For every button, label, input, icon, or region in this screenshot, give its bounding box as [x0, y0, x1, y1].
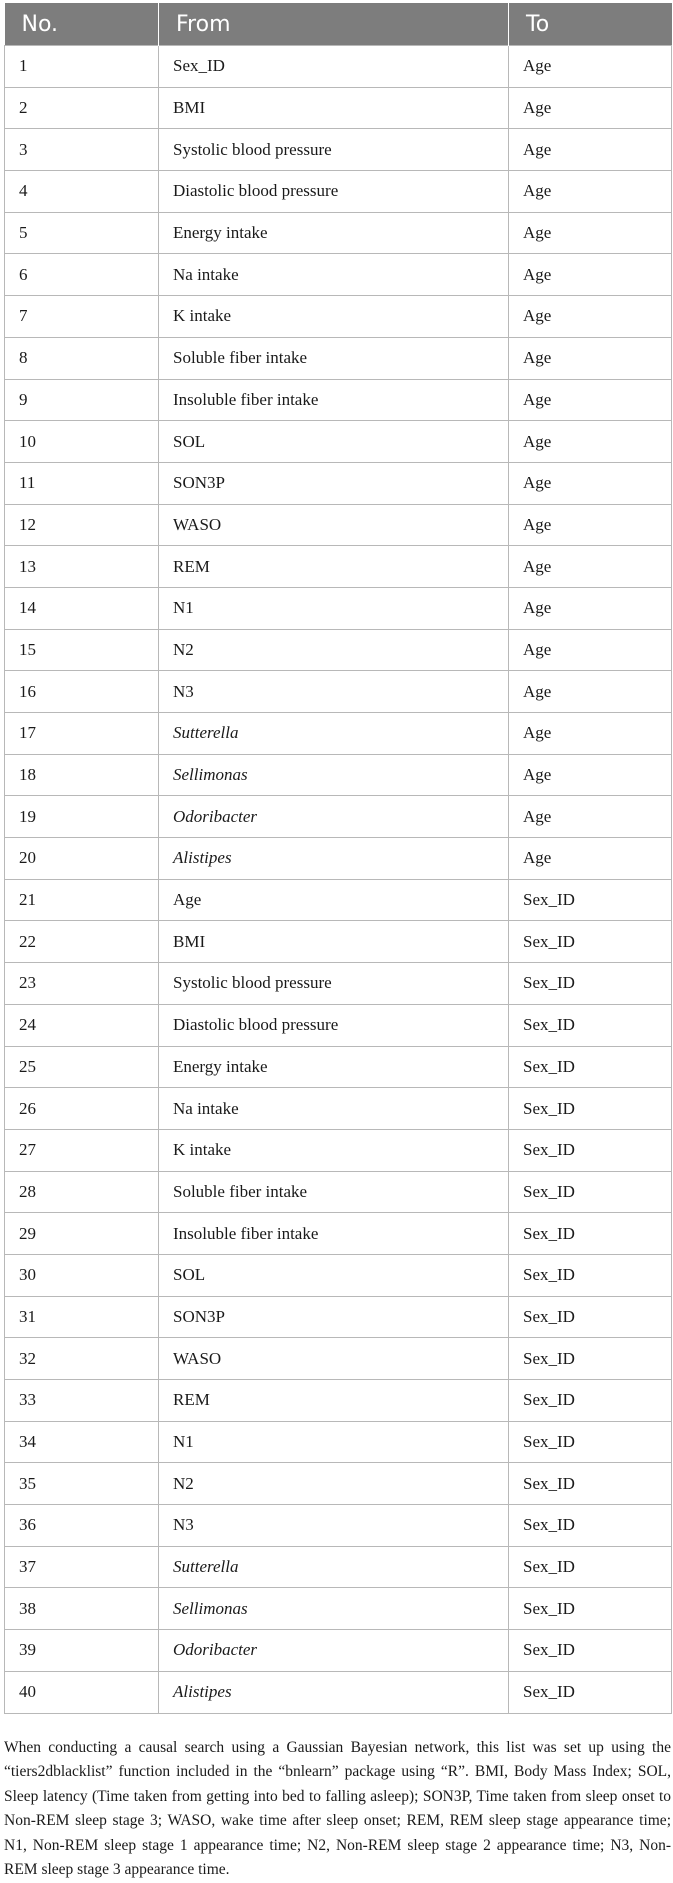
- cell-from: WASO: [159, 504, 509, 546]
- table-row: [5, 1004, 672, 1046]
- cell-from: Sellimonas: [159, 1588, 509, 1630]
- cell-to: Age: [509, 337, 672, 379]
- table-row: [5, 629, 672, 671]
- table-header: [5, 3, 672, 46]
- cell-to: Age: [509, 212, 672, 254]
- cell-no: 35: [5, 1463, 159, 1505]
- cell-to: Age: [509, 546, 672, 588]
- table-row: [5, 254, 672, 296]
- cell-no: 23: [5, 963, 159, 1005]
- cell-from: N2: [159, 629, 509, 671]
- cell-from: N2: [159, 1463, 509, 1505]
- cell-no: 25: [5, 1046, 159, 1088]
- cell-no: 8: [5, 337, 159, 379]
- table-row: [5, 1630, 672, 1672]
- cell-from: N3: [159, 671, 509, 713]
- cell-from: Sutterella: [159, 713, 509, 755]
- cell-from: BMI: [159, 87, 509, 129]
- cell-to: Sex_ID: [509, 1630, 672, 1672]
- cell-from: Na intake: [159, 254, 509, 296]
- cell-to: Sex_ID: [509, 1463, 672, 1505]
- table-row: [5, 87, 672, 129]
- cell-from: Energy intake: [159, 1046, 509, 1088]
- table-row: [5, 1129, 672, 1171]
- cell-no: 19: [5, 796, 159, 838]
- cell-to: Sex_ID: [509, 1296, 672, 1338]
- cell-from: Systolic blood pressure: [159, 129, 509, 171]
- table-row: [5, 171, 672, 213]
- cell-no: 40: [5, 1671, 159, 1713]
- cell-to: Age: [509, 796, 672, 838]
- cell-no: 17: [5, 713, 159, 755]
- table-row: [5, 879, 672, 921]
- cell-from: Sutterella: [159, 1546, 509, 1588]
- cell-no: 31: [5, 1296, 159, 1338]
- cell-to: Age: [509, 713, 672, 755]
- cell-no: 5: [5, 212, 159, 254]
- table-row: [5, 1213, 672, 1255]
- cell-from: Soluble fiber intake: [159, 1171, 509, 1213]
- cell-to: Sex_ID: [509, 1004, 672, 1046]
- cell-no: 39: [5, 1630, 159, 1672]
- table-row: [5, 1046, 672, 1088]
- cell-no: 6: [5, 254, 159, 296]
- cell-no: 13: [5, 546, 159, 588]
- cell-to: Age: [509, 254, 672, 296]
- table-row: [5, 129, 672, 171]
- table-row: [5, 1088, 672, 1130]
- cell-to: Sex_ID: [509, 879, 672, 921]
- cell-no: 2: [5, 87, 159, 129]
- cell-no: 14: [5, 587, 159, 629]
- cell-from: Sex_ID: [159, 46, 509, 88]
- cell-to: Age: [509, 87, 672, 129]
- cell-to: Age: [509, 129, 672, 171]
- cell-from: WASO: [159, 1338, 509, 1380]
- cell-to: Sex_ID: [509, 1421, 672, 1463]
- cell-no: 32: [5, 1338, 159, 1380]
- cell-from: Insoluble fiber intake: [159, 379, 509, 421]
- header-no: No.: [5, 3, 159, 46]
- table-row: [5, 1296, 672, 1338]
- cell-from: Energy intake: [159, 212, 509, 254]
- cell-from: Alistipes: [159, 838, 509, 880]
- cell-from: Diastolic blood pressure: [159, 1004, 509, 1046]
- cell-to: Sex_ID: [509, 1671, 672, 1713]
- cell-from: REM: [159, 546, 509, 588]
- table-row: [5, 838, 672, 880]
- cell-to: Age: [509, 379, 672, 421]
- cell-to: Age: [509, 504, 672, 546]
- cell-no: 4: [5, 171, 159, 213]
- cell-from: N1: [159, 587, 509, 629]
- table-row: [5, 754, 672, 796]
- cell-to: Sex_ID: [509, 1254, 672, 1296]
- table-row: [5, 1671, 672, 1713]
- cell-from: REM: [159, 1380, 509, 1422]
- cell-from: Na intake: [159, 1088, 509, 1130]
- blacklist-table: [4, 3, 672, 1714]
- cell-no: 7: [5, 296, 159, 338]
- table-footnote: When conducting a causal search using a Gaussian Bayesian network, this list was set up using the “tiers2dblacklist” function included in the “bnlearn” package using “R”. BMI, Body Mass Index; SOL, Sleep latency (Time taken from getting into bed to falling asleep); SON3P, Time taken from sleep onset to Non-REM sleep stage 3; WASO, wake time after sleep onset; REM, REM sleep stage appearance time; N1, Non-REM sleep stage 1 appearance time; N2, Non-REM sleep stage 2 appearance time; N3, Non-REM sleep stage 3 appearance time.: [4, 1738, 671, 1878]
- table-row: [5, 1588, 672, 1630]
- cell-to: Sex_ID: [509, 1213, 672, 1255]
- cell-from: SON3P: [159, 1296, 509, 1338]
- cell-to: Age: [509, 421, 672, 463]
- cell-no: 9: [5, 379, 159, 421]
- table-row: [5, 296, 672, 338]
- table-row: [5, 713, 672, 755]
- table-row: [5, 1546, 672, 1588]
- table-row: [5, 462, 672, 504]
- cell-from: Age: [159, 879, 509, 921]
- cell-no: 36: [5, 1505, 159, 1547]
- cell-from: Odoribacter: [159, 1630, 509, 1672]
- cell-to: Sex_ID: [509, 1171, 672, 1213]
- table-body: [5, 46, 672, 1714]
- table-row: [5, 1338, 672, 1380]
- cell-no: 3: [5, 129, 159, 171]
- cell-no: 34: [5, 1421, 159, 1463]
- cell-from: Soluble fiber intake: [159, 337, 509, 379]
- cell-to: Sex_ID: [509, 1088, 672, 1130]
- cell-from: K intake: [159, 296, 509, 338]
- table-row: [5, 379, 672, 421]
- cell-no: 30: [5, 1254, 159, 1296]
- cell-no: 1: [5, 46, 159, 88]
- cell-to: Age: [509, 46, 672, 88]
- table-row: [5, 1380, 672, 1422]
- table-row: [5, 46, 672, 88]
- cell-from: Odoribacter: [159, 796, 509, 838]
- cell-no: 11: [5, 462, 159, 504]
- cell-to: Sex_ID: [509, 921, 672, 963]
- cell-no: 26: [5, 1088, 159, 1130]
- blacklist-table-container: [4, 3, 671, 1714]
- cell-to: Sex_ID: [509, 1505, 672, 1547]
- cell-no: 12: [5, 504, 159, 546]
- cell-from: Alistipes: [159, 1671, 509, 1713]
- cell-to: Age: [509, 171, 672, 213]
- header-to: To: [509, 3, 672, 46]
- cell-to: Sex_ID: [509, 1380, 672, 1422]
- cell-to: Sex_ID: [509, 1046, 672, 1088]
- cell-from: K intake: [159, 1129, 509, 1171]
- header-row: [5, 3, 672, 46]
- cell-to: Sex_ID: [509, 963, 672, 1005]
- header-from: From: [159, 3, 509, 46]
- cell-no: 20: [5, 838, 159, 880]
- cell-no: 10: [5, 421, 159, 463]
- cell-no: 33: [5, 1380, 159, 1422]
- cell-to: Sex_ID: [509, 1129, 672, 1171]
- cell-no: 15: [5, 629, 159, 671]
- cell-from: N3: [159, 1505, 509, 1547]
- cell-from: Systolic blood pressure: [159, 963, 509, 1005]
- cell-to: Age: [509, 754, 672, 796]
- cell-no: 37: [5, 1546, 159, 1588]
- table-row: [5, 504, 672, 546]
- table-row: [5, 1254, 672, 1296]
- cell-no: 18: [5, 754, 159, 796]
- cell-from: N1: [159, 1421, 509, 1463]
- table-row: [5, 421, 672, 463]
- cell-to: Sex_ID: [509, 1338, 672, 1380]
- table-row: [5, 921, 672, 963]
- cell-from: BMI: [159, 921, 509, 963]
- cell-from: Insoluble fiber intake: [159, 1213, 509, 1255]
- cell-to: Sex_ID: [509, 1588, 672, 1630]
- cell-no: 38: [5, 1588, 159, 1630]
- cell-from: SOL: [159, 421, 509, 463]
- cell-no: 27: [5, 1129, 159, 1171]
- table-row: [5, 671, 672, 713]
- cell-no: 16: [5, 671, 159, 713]
- table-row: [5, 337, 672, 379]
- cell-no: 21: [5, 879, 159, 921]
- cell-no: 24: [5, 1004, 159, 1046]
- table-row: [5, 212, 672, 254]
- cell-to: Age: [509, 462, 672, 504]
- cell-no: 22: [5, 921, 159, 963]
- table-row: [5, 587, 672, 629]
- cell-from: SOL: [159, 1254, 509, 1296]
- cell-to: Age: [509, 629, 672, 671]
- table-row: [5, 1463, 672, 1505]
- cell-to: Age: [509, 671, 672, 713]
- table-row: [5, 546, 672, 588]
- table-row: [5, 1421, 672, 1463]
- cell-from: SON3P: [159, 462, 509, 504]
- cell-to: Age: [509, 296, 672, 338]
- table-row: [5, 963, 672, 1005]
- cell-from: Sellimonas: [159, 754, 509, 796]
- cell-to: Age: [509, 587, 672, 629]
- cell-from: Diastolic blood pressure: [159, 171, 509, 213]
- table-row: [5, 1505, 672, 1547]
- cell-no: 29: [5, 1213, 159, 1255]
- cell-no: 28: [5, 1171, 159, 1213]
- cell-to: Age: [509, 838, 672, 880]
- cell-to: Sex_ID: [509, 1546, 672, 1588]
- table-row: [5, 796, 672, 838]
- table-row: [5, 1171, 672, 1213]
